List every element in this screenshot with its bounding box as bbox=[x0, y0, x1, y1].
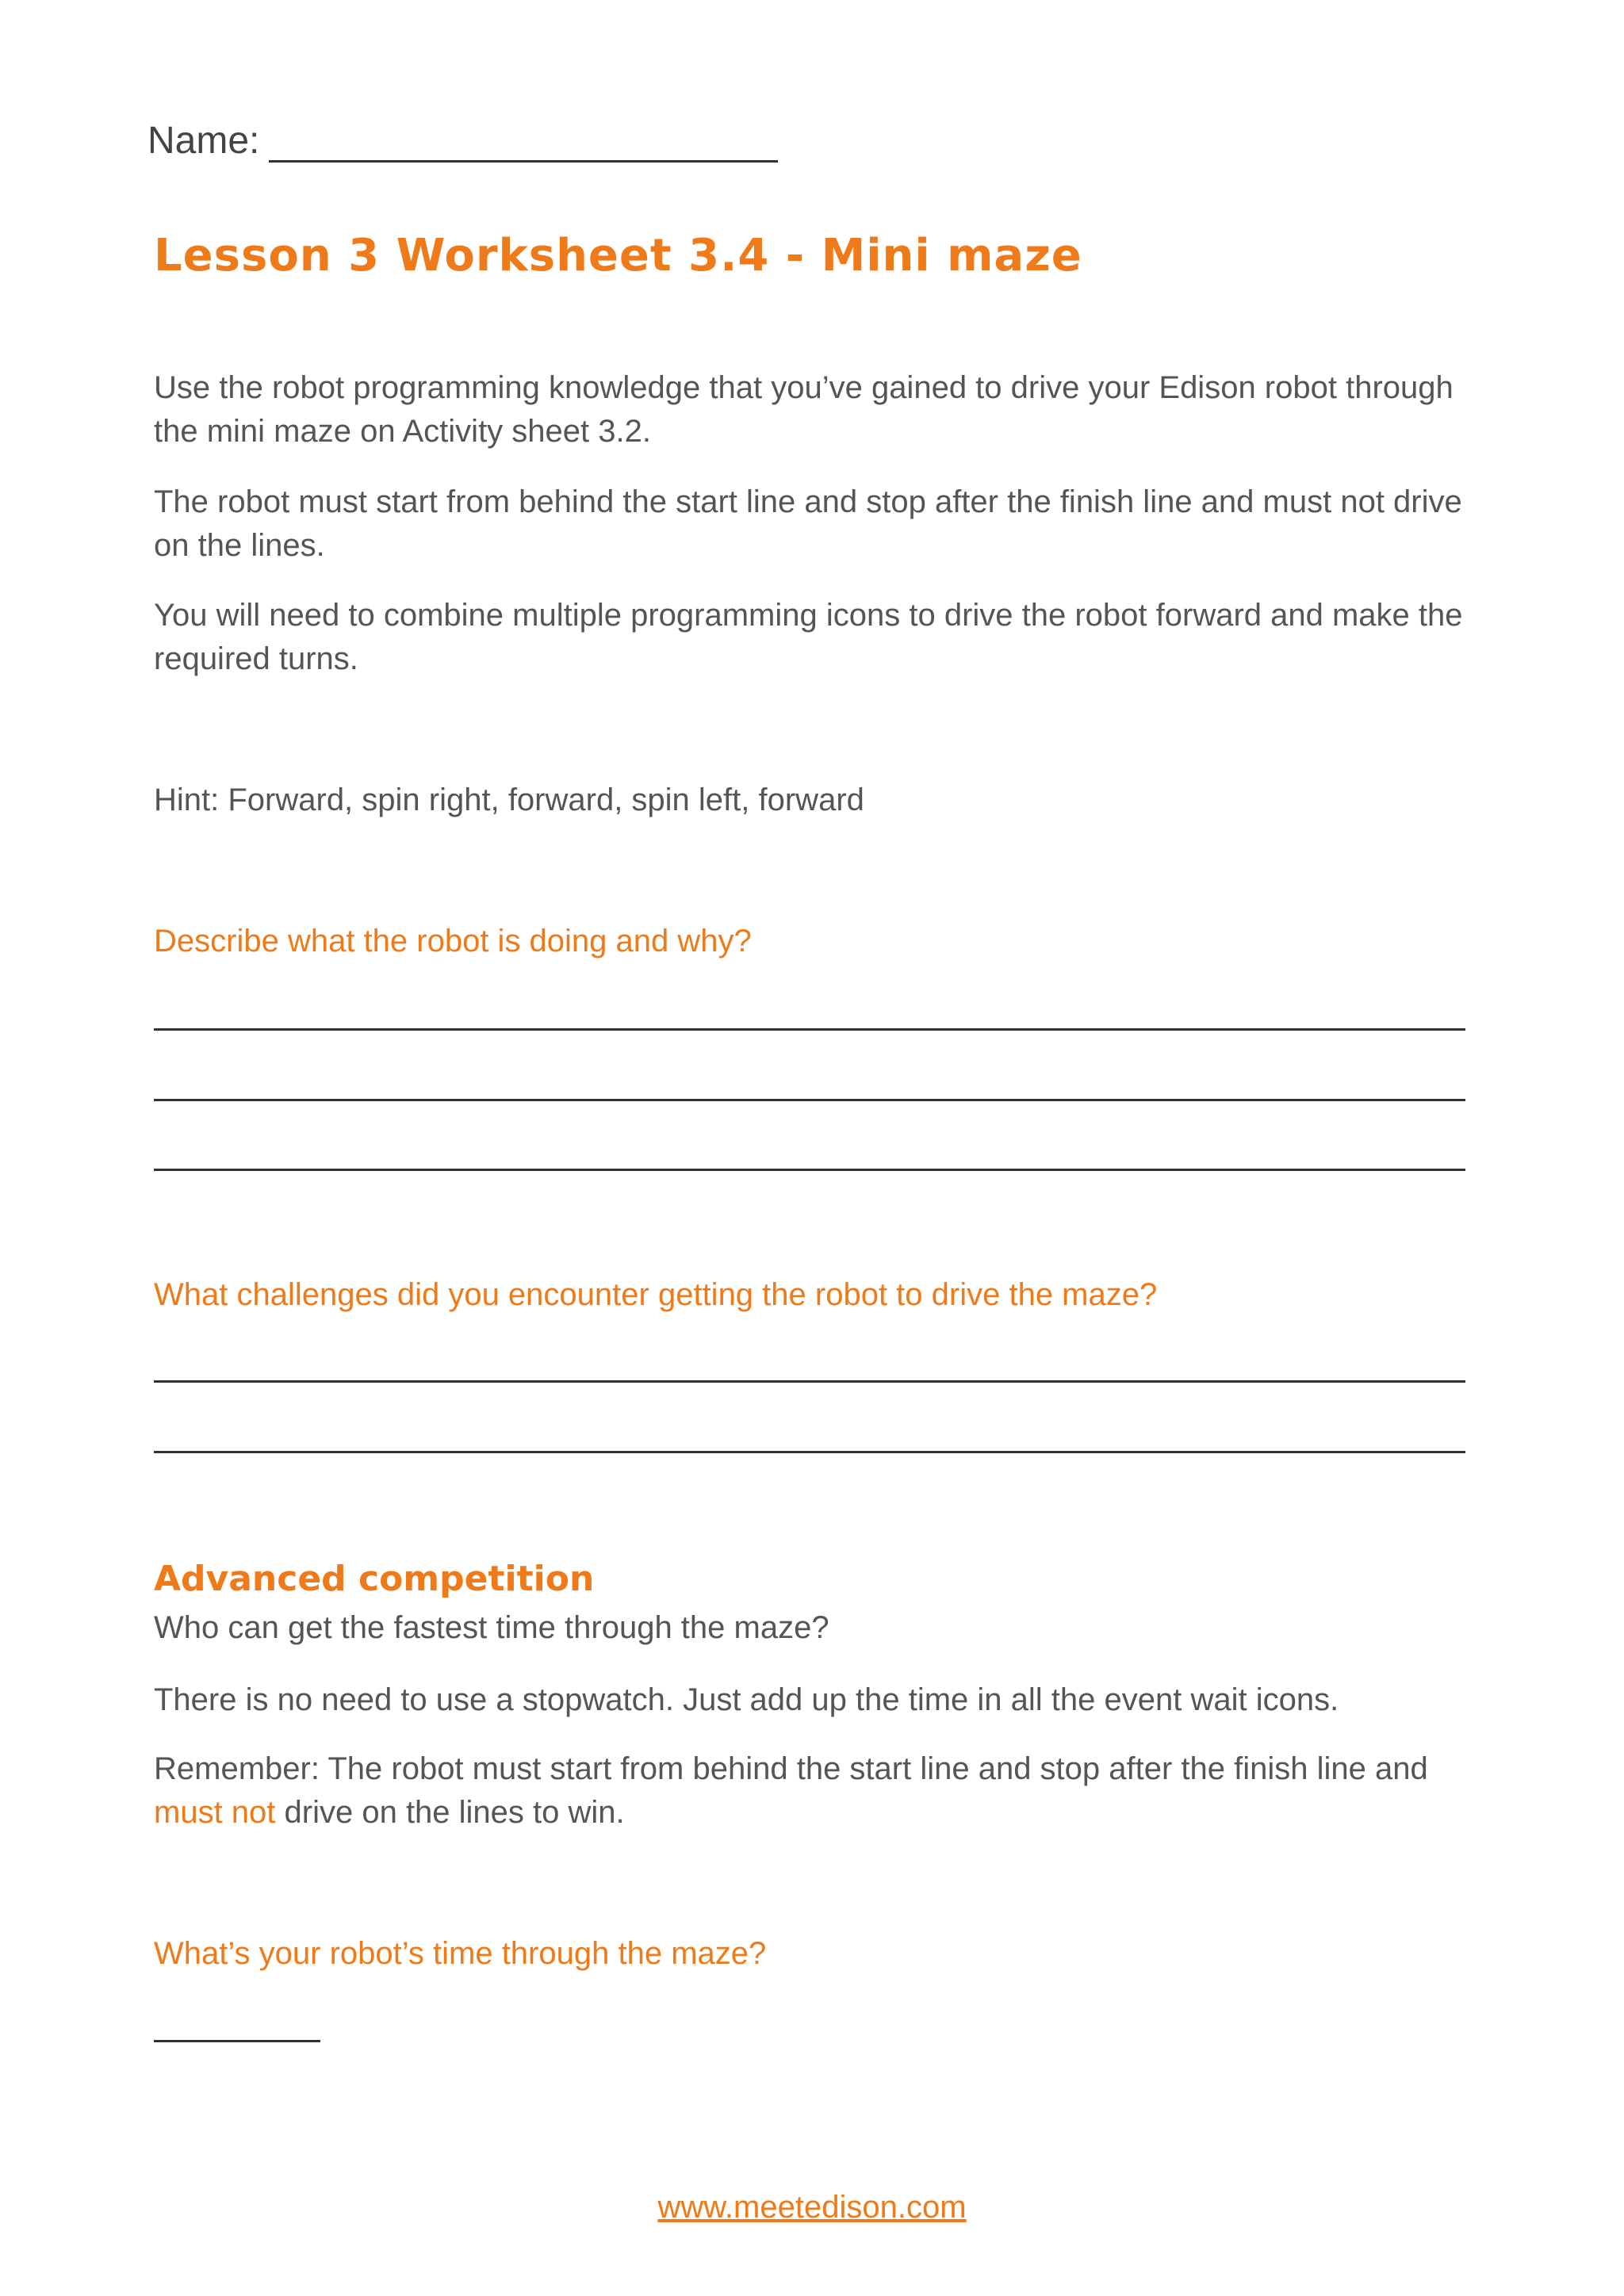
name-input-line[interactable] bbox=[269, 122, 778, 163]
advanced-paragraph-3 bbox=[154, 1747, 1486, 1835]
answer-line[interactable] bbox=[154, 1028, 1465, 1031]
question-2: What challenges did you encounter getting the robot to drive the maze? bbox=[154, 1277, 1158, 1312]
advanced-text-before: Remember: The robot must start from behind the start line and stop after the finish line and bbox=[154, 1751, 1428, 1786]
question-3: What’s your robot’s time through the maze? bbox=[154, 1936, 767, 1971]
time-answer-line[interactable] bbox=[154, 2040, 320, 2042]
advanced-heading: Advanced competition bbox=[154, 1559, 595, 1599]
advanced-paragraph-2: There is no need to use a stopwatch. Just add up the time in all the event wait icons. bbox=[154, 1682, 1339, 1717]
name-field bbox=[147, 119, 778, 163]
intro-paragraph-1: Use the robot programming knowledge that you’ve gained to drive your Edison robot through the mini maze on Activity sheet 3.2. bbox=[154, 370, 1454, 449]
question-1: Describe what the robot is doing and why? bbox=[154, 924, 752, 959]
page-title: Lesson 3 Worksheet 3.4 - Mini maze bbox=[154, 230, 1082, 281]
answer-line[interactable] bbox=[154, 1169, 1465, 1171]
website-link[interactable]: www.meetedison.com bbox=[657, 2190, 967, 2225]
answer-line[interactable] bbox=[154, 1380, 1465, 1383]
intro-paragraph-2: The robot must start from behind the start line and stop after the finish line and must not drive on the lines. bbox=[154, 484, 1462, 563]
advanced-paragraph-1: Who can get the fastest time through the maze? bbox=[154, 1610, 829, 1645]
advanced-text-after: drive on the lines to win. bbox=[275, 1795, 625, 1830]
intro-paragraph-3: You will need to combine multiple programming icons to drive the robot forward and make the required turns. bbox=[154, 598, 1463, 676]
answer-line[interactable] bbox=[154, 1099, 1465, 1101]
answer-line[interactable] bbox=[154, 1451, 1465, 1453]
name-label: Name: bbox=[147, 120, 260, 162]
must-not-highlight: must not bbox=[154, 1795, 276, 1830]
hint-text: Hint: Forward, spin right, forward, spin left, forward bbox=[154, 783, 864, 817]
